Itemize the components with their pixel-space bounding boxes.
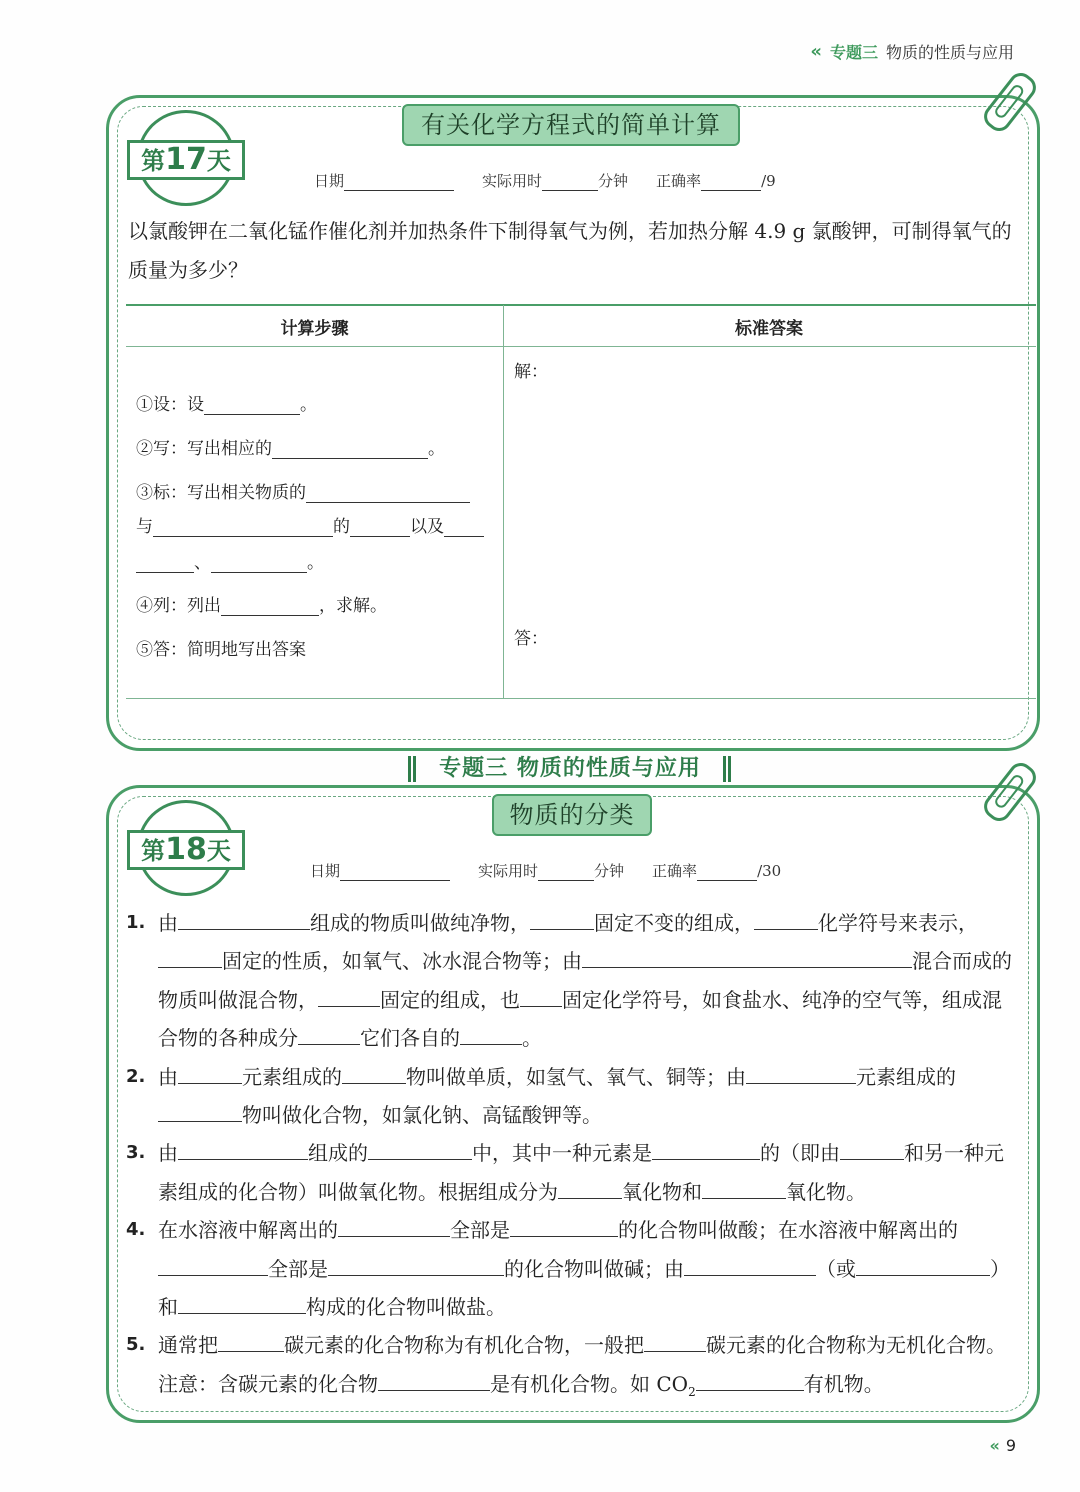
step-3-cont: 与 的 以及: [136, 512, 484, 537]
minutes-label: 分钟: [594, 862, 625, 880]
section-banner: 专题三 物质的性质与应用: [404, 752, 736, 786]
fill-blank[interactable]: [746, 1061, 856, 1084]
step3-blank-b[interactable]: [153, 518, 333, 537]
step3-blank-c[interactable]: [350, 518, 410, 537]
time-field[interactable]: [542, 174, 598, 191]
fill-blank[interactable]: [178, 1291, 306, 1314]
day17-title: 有关化学方程式的简单计算: [402, 104, 740, 146]
fill-blank[interactable]: [520, 984, 562, 1007]
fill-blank[interactable]: [158, 1099, 242, 1122]
date-label: 日期: [310, 862, 341, 880]
fill-blank[interactable]: [696, 1368, 804, 1391]
fill-blank[interactable]: [856, 1253, 990, 1276]
time-label: 实际用时: [478, 862, 539, 880]
solution-label: 解：: [514, 362, 548, 382]
col-answer-header: 标准答案: [735, 319, 803, 339]
step-3: ③标：写出相关物质的: [136, 478, 470, 503]
fill-blank[interactable]: [218, 1329, 284, 1352]
answer-label: 答：: [514, 629, 548, 649]
step-3-end: 、 。: [136, 548, 324, 573]
list-item: 1. 由 组成的物质叫做纯净物， 固定不变的组成， 化学符号来表示，固定的性质，如氧气、冰水混合物等；由 混合而成的物质叫做混合物， 固定的组成，也 固定化学符号，如食盐水、纯净的空气等，组成混合物的各种成分 它们各自的 。: [126, 904, 1016, 1058]
fill-blank[interactable]: [298, 1022, 360, 1045]
fill-blank[interactable]: [510, 1214, 618, 1237]
step3-blank-a[interactable]: [306, 484, 470, 503]
list-item: 3. 由 组成的 中，其中一种元素是 的（即由 和另一种元素组成的化合物）叫做氧化物。根据组成分为 氧化物和 氧化物。: [126, 1134, 1016, 1211]
fill-blank[interactable]: [644, 1329, 706, 1352]
day17-seal: 第17天: [127, 110, 245, 206]
step2-blank[interactable]: [272, 440, 428, 459]
step-2: ②写：写出相应的 。: [136, 439, 445, 459]
col-steps-header: 计算步骤: [280, 319, 349, 339]
fill-blank[interactable]: [558, 1176, 622, 1199]
fill-blank[interactable]: [754, 907, 818, 930]
table-top-rule: [126, 304, 1036, 306]
time-label: 实际用时: [482, 172, 543, 190]
accuracy-label: 正确率: [656, 172, 702, 190]
chevron-left-icon: «: [989, 1436, 1000, 1455]
running-header: [810, 40, 1014, 63]
step3-blank-f[interactable]: [211, 554, 307, 573]
fill-blank[interactable]: [342, 1061, 406, 1084]
step-5: ⑤答：简明地写出答案: [136, 640, 306, 660]
fill-blank[interactable]: [582, 945, 912, 968]
fill-blank[interactable]: [840, 1137, 904, 1160]
page-number: 9: [1005, 1436, 1016, 1455]
accuracy-label: 正确率: [652, 862, 698, 880]
accuracy-total: /30: [757, 862, 782, 880]
step1-blank[interactable]: [204, 396, 300, 415]
step3-blank-e[interactable]: [136, 554, 194, 573]
date-field[interactable]: [340, 864, 450, 881]
day17-question: 以氯酸钾在二氧化锰作催化剂并加热条件下制得氧气为例，若加热分解 4.9 g 氯酸钾，可制得氧气的质量为多少？: [128, 219, 1012, 282]
fill-blank[interactable]: [460, 1022, 522, 1045]
day18-items: [126, 904, 1016, 1411]
fill-blank[interactable]: [684, 1253, 816, 1276]
minutes-label: 分钟: [598, 172, 629, 190]
date-field[interactable]: [344, 174, 454, 191]
day17-meta: [314, 170, 776, 191]
header-subtitle: 物质的性质与应用: [885, 43, 1014, 62]
page-footer: [989, 1436, 1016, 1455]
accuracy-total: /9: [761, 172, 776, 190]
fill-blank[interactable]: [328, 1253, 504, 1276]
time-field[interactable]: [538, 864, 594, 881]
list-item: 2. 由 元素组成的 物叫做单质，如氢气、氧气、铜等；由 元素组成的物叫做化合物，如氯化钠、高锰酸钾等。: [126, 1058, 1016, 1135]
fill-blank[interactable]: [178, 1061, 242, 1084]
step3-blank-d[interactable]: [444, 518, 484, 537]
day18-seal: 第18天: [127, 800, 245, 896]
list-item: 4. 在水溶液中解离出的 全部是 的化合物叫做酸；在水溶液中解离出的全部是 的化合物叫做碱；由 （或 ）和 构成的化合物叫做盐。: [126, 1211, 1016, 1326]
day18-title: 物质的分类: [492, 794, 652, 836]
table-divider: [503, 305, 504, 698]
fill-blank[interactable]: [338, 1214, 450, 1237]
accuracy-field[interactable]: [701, 174, 761, 191]
accuracy-field[interactable]: [697, 864, 757, 881]
fill-blank[interactable]: [702, 1176, 786, 1199]
table-bottom-rule: [126, 698, 1036, 699]
date-label: 日期: [314, 172, 345, 190]
header-topic: 专题三: [829, 43, 878, 62]
fill-blank[interactable]: [178, 1137, 308, 1160]
fill-blank[interactable]: [652, 1137, 760, 1160]
step4-blank[interactable]: [221, 597, 319, 616]
chevron-left-icon: «: [810, 41, 822, 62]
list-item: 5. 通常把 碳元素的化合物称为有机化合物，一般把 碳元素的化合物称为无机化合物。注意：含碳元素的化合物 是有机化合物。如 $CO_2$ 有机物。: [126, 1326, 1016, 1411]
table-header-rule: [126, 346, 1036, 347]
fill-blank[interactable]: [318, 984, 380, 1007]
fill-blank[interactable]: [158, 1253, 268, 1276]
fill-blank[interactable]: [368, 1137, 472, 1160]
step-4: ④列：列出 ，求解。: [136, 596, 387, 616]
fill-blank[interactable]: [530, 907, 594, 930]
fill-blank[interactable]: [158, 945, 222, 968]
fill-blank[interactable]: [378, 1368, 490, 1391]
day18-meta: [310, 860, 781, 881]
step-1: ①设：设 。: [136, 395, 317, 415]
fill-blank[interactable]: [178, 907, 310, 930]
